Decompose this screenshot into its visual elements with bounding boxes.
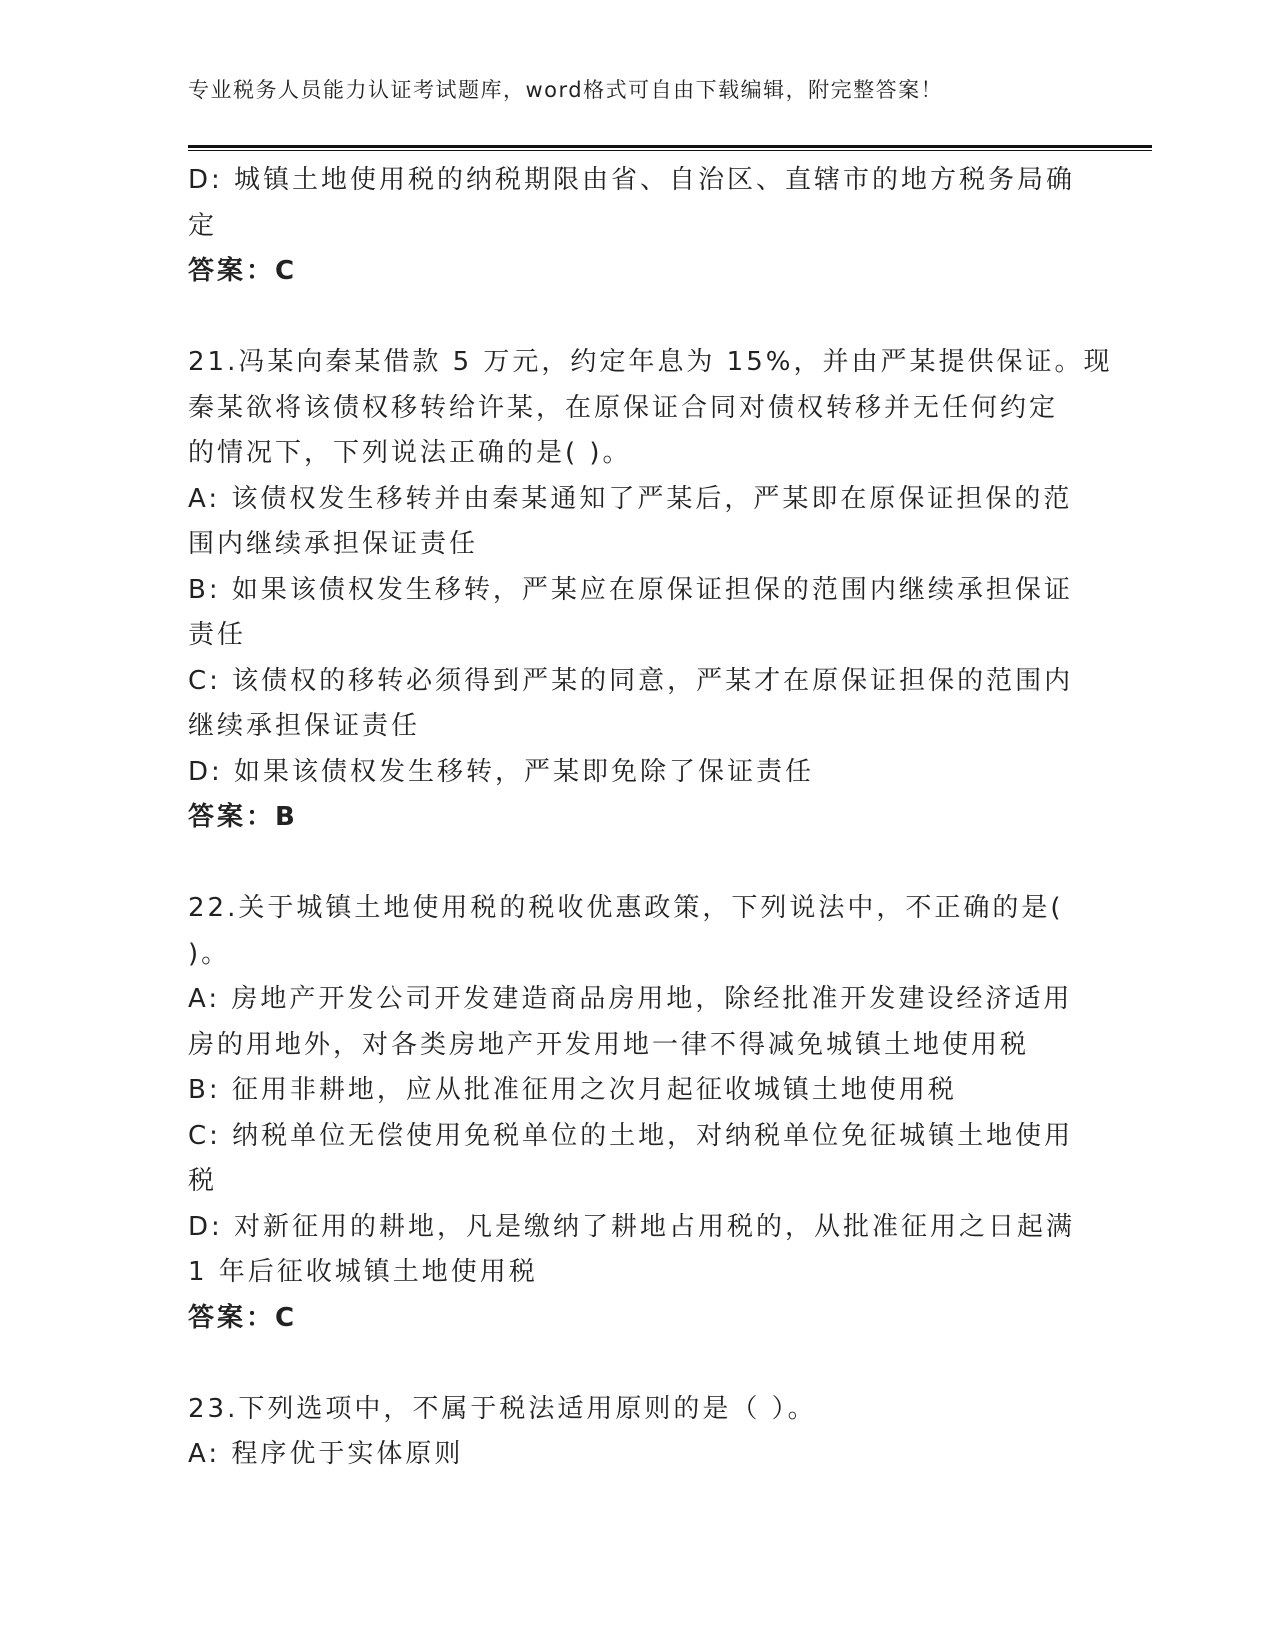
option-line: 继续承担保证责任 [188,711,421,741]
question-22-option-c [188,1114,1078,1205]
option-line: A: 房地产开发公司开发建造商品房用地，除经批准开发建设经济适用 [188,984,1073,1014]
page-header: 专业税务人员能力认证考试题库，word格式可自由下载编辑，附完整答案！ [188,78,944,102]
option-line: D: 如果该债权发生移转，严某即免除了保证责任 [188,756,815,787]
stem-line: 22.关于城镇土地使用税的税收优惠政策，下列说法中，不正确的是( [188,893,1064,923]
option-line: 围内继续承担保证责任 [188,529,479,559]
option-line: A: 该债权发生移转并由秦某通知了严某后，严某即在原保证担保的范 [188,483,1073,514]
option-line: 房的用地外，对各类房地产开发用地一律不得减免城镇土地使用税 [188,1029,1030,1060]
spacer [188,841,1078,887]
question-content [188,158,1113,1478]
option-line: B: 征用非耕地，应从批准征用之次月起征收城镇土地使用税 [188,1075,957,1105]
answer-21: 答案：B [188,802,298,832]
option-line: B: 如果该债权发生移转，严某应在原保证担保的范围内继续承担保证 [188,574,1073,605]
option-line: 责任 [188,620,247,650]
option-line: 1 年后征收城镇土地使用税 [188,1257,538,1287]
stem-line: 21.冯某向秦某借款 5 万元，约定年息为 15%，并由严某提供保证。现 [188,347,1113,377]
question-22-option-a [188,977,1078,1068]
option-line: C: 该债权的移转必须得到严某的同意，严某才在原保证担保的范围内 [188,665,1074,696]
question-21-option-b [188,568,1078,659]
option-line: 定 [188,210,218,241]
option-line: D: 对新征用的耕地，凡是缴纳了耕地占用税的，从批准征用之日起满 [188,1211,1076,1242]
question-22-stem [188,886,1078,977]
question-22 [188,886,1078,1341]
question-21-stem [188,340,1113,477]
prev-question-option-d [188,158,1078,249]
stem-line: 的情况下，下列说法正确的是( )。 [188,438,632,468]
header-rule-thick [188,145,1152,148]
spacer [188,295,1078,341]
question-21-option-a [188,477,1078,568]
question-22-option-b [188,1068,1078,1114]
question-23 [188,1387,1078,1478]
option-line: A: 程序优于实体原则 [188,1439,464,1469]
header-rule-thin [188,150,1152,151]
question-23-option-a [188,1432,1078,1478]
option-line: C: 纳税单位无偿使用免税单位的土地，对纳税单位免征城镇土地使用 [188,1120,1074,1151]
question-21 [188,340,1113,841]
question-21-option-d [188,750,1078,796]
question-22-option-d [188,1205,1078,1296]
stem-line: 23.下列选项中，不属于税法适用原则的是（ ）。 [188,1393,817,1424]
stem-line: 秦某欲将该债权移转给许某，在原保证合同对债权转移并无任何约定 [188,392,1059,423]
option-line: 税 [188,1166,218,1196]
stem-line: )。 [188,938,231,969]
answer-prev: 答案：C [188,256,298,286]
option-line: D: 城镇土地使用税的纳税期限由省、自治区、直辖市的地方税务局确 [188,165,1076,195]
question-23-stem [188,1387,1078,1433]
question-21-option-c [188,659,1078,750]
answer-22: 答案：C [188,1302,298,1333]
spacer [188,1341,1078,1387]
